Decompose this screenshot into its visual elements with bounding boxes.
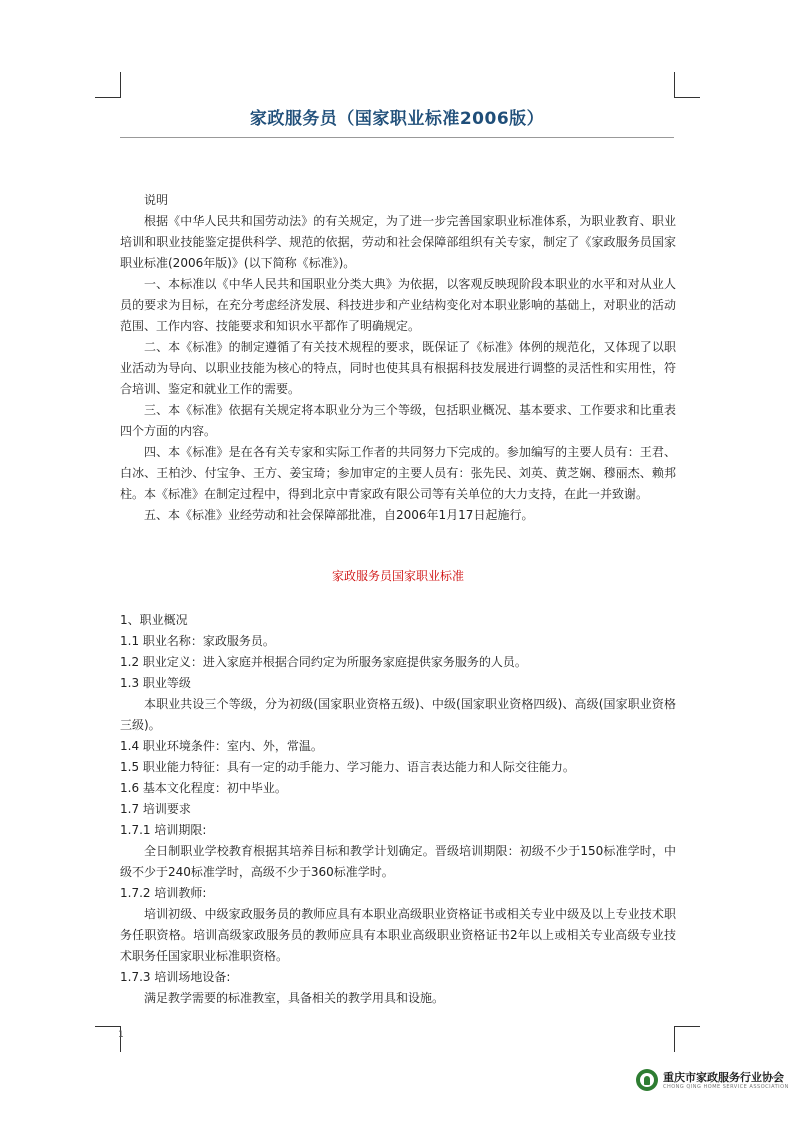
- section-heading: 1、职业概况: [120, 613, 188, 627]
- crop-mark-top-right: [674, 72, 700, 98]
- clause-line: 1.6 基本文化程度：初中毕业。: [120, 781, 287, 795]
- clause-line: 1.1 职业名称：家政服务员。: [120, 634, 275, 648]
- standard-subtitle: 家政服务员国家职业标准: [331, 569, 464, 583]
- crop-mark-bottom-right: [674, 1026, 700, 1052]
- clause-paragraph: 本职业共设三个等级，分为初级(国家职业资格五级)、中级(国家职业资格四级)、高级(国家职业资格三级)。: [120, 697, 676, 732]
- clause-line: 1.4 职业环境条件：室内、外，常温。: [120, 739, 323, 753]
- preface-paragraph: 二、本《标准》的制定遵循了有关技术规程的要求，既保证了《标准》体例的规范化，又体现了以职业活动为导向、以职业技能为核心的特点，同时也使其具有根据科技发展进行调整的灵活性和实用性，符合培训、鉴定和就业工作的需要。: [120, 340, 676, 396]
- clause-line: 1.7.2 培训教师:: [120, 886, 207, 900]
- preface-paragraph: 一、本标准以《中华人民共和国职业分类大典》为依据，以客观反映现阶段本职业的水平和对从业人员的要求为目标，在充分考虑经济发展、科技进步和产业结构变化对本职业影响的基础上，对职业的活动范围、工作内容、技能要求和知识水平都作了明确规定。: [120, 277, 676, 333]
- preface-paragraph: 根据《中华人民共和国劳动法》的有关规定，为了进一步完善国家职业标准体系，为职业教育、职业培训和职业技能鉴定提供科学、规范的依据，劳动和社会保障部组织有关专家，制定了《家政服务员国家职业标准(2006年版)》(以下简称《标准》)。: [120, 214, 676, 270]
- page-number: 1: [118, 1030, 124, 1040]
- footer-watermark: [636, 1069, 794, 1095]
- preface-paragraph: 四、本《标准》是在各有关专家和实际工作者的共同努力下完成的。参加编写的主要人员有：王君、白冰、王柏沙、付宝争、王方、姜宝琦；参加审定的主要人员有：张先民、刘英、黄芝娴、穆丽杰、赖邦柱。本《标准》在制定过程中，得到北京中青家政有限公司等有关单位的大力支持，在此一并致谢。: [120, 445, 676, 501]
- clause-line: 1.2 职业定义：进入家庭并根据合同约定为所服务家庭提供家务服务的人员。: [120, 655, 527, 669]
- clause-paragraph: 满足教学需要的标准教室，具备相关的教学用具和设施。: [144, 991, 445, 1005]
- crop-mark-top-left: [95, 72, 121, 98]
- association-name-en: CHONG QING HOME SERVICE ASSOCIATION: [663, 1084, 789, 1090]
- title-divider: [120, 137, 674, 138]
- clause-paragraph: 全日制职业学校教育根据其培养目标和教学计划确定。晋级培训期限：初级不少于150标准学时，中级不少于240标准学时，高级不少于360标准学时。: [120, 844, 676, 879]
- association-logo-icon: [636, 1069, 658, 1091]
- preface-paragraph: 五、本《标准》业经劳动和社会保障部批准，自2006年1月17日起施行。: [144, 508, 534, 522]
- preface-heading: 说明: [144, 193, 169, 207]
- clause-line: 1.7.1 培训期限:: [120, 823, 207, 837]
- preface-paragraph: 三、本《标准》依据有关规定将本职业分为三个等级，包括职业概况、基本要求、工作要求和比重表四个方面的内容。: [120, 403, 676, 438]
- clause-paragraph: 培训初级、中级家政服务员的教师应具有本职业高级职业资格证书或相关专业中级及以上专业技术职务任职资格。培训高级家政服务员的教师应具有本职业高级职业资格证书2年以上或相关专业高级专业技术职务任国家职业标准职资格。: [120, 907, 676, 963]
- clause-line: 1.7 培训要求: [120, 802, 191, 816]
- preface-section: [120, 190, 676, 526]
- clause-line: 1.3 职业等级: [120, 676, 191, 690]
- document-title: 家政服务员（国家职业标准2006版）: [249, 109, 545, 129]
- occupation-overview-section: [120, 610, 676, 1009]
- clause-line: 1.5 职业能力特征：具有一定的动手能力、学习能力、语言表达能力和人际交往能力。: [120, 760, 575, 774]
- clause-line: 1.7.3 培训场地设备:: [120, 970, 231, 984]
- association-name: 重庆市家政服务行业协会: [663, 1071, 784, 1084]
